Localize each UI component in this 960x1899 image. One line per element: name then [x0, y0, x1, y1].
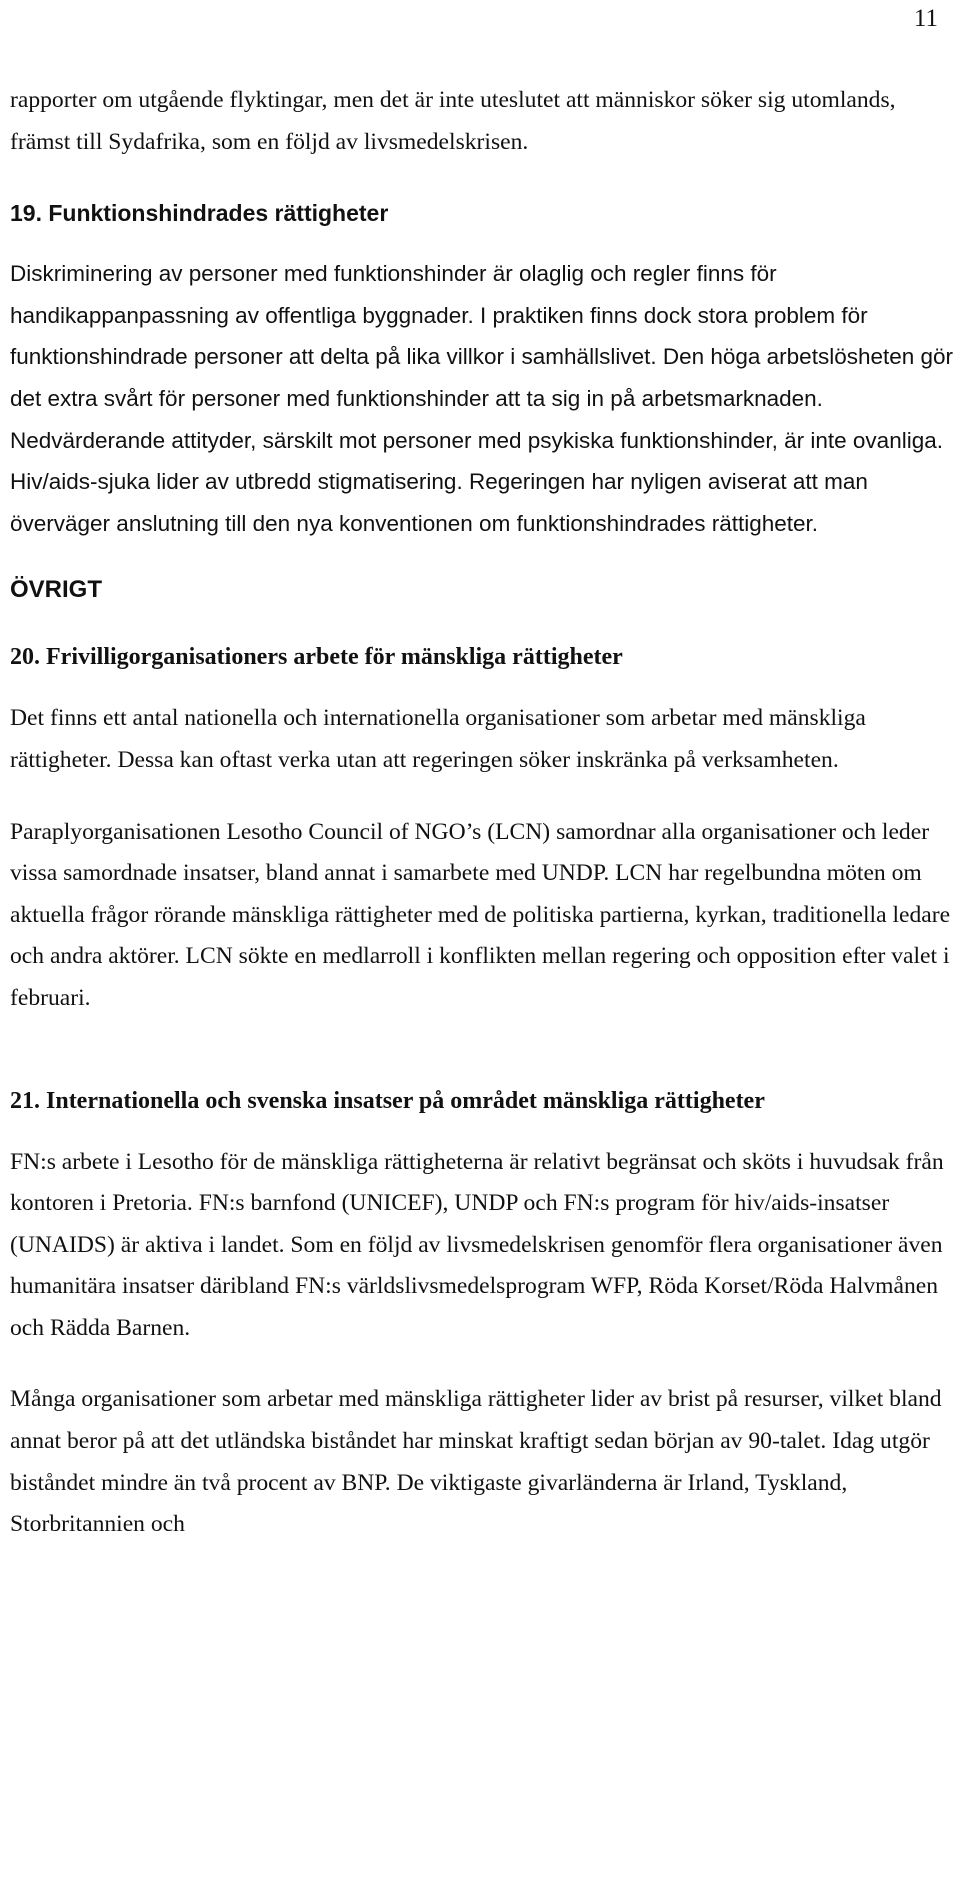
intro-paragraph: rapporter om utgående flyktingar, men det är inte uteslutet att människor söker sig utomlands, främst till Sydafrika, som en följd av livsmedelskrisen. — [10, 87, 896, 155]
section-19-heading: 19. Funktionshindrades rättigheter — [10, 200, 389, 227]
section-20-paragraph-1: Det finns ett antal nationella och internationella organisationer som arbetar med mänskliga rättigheter. Dessa kan oftast verka utan att regeringen söker inskränka på verksamheten. — [10, 705, 866, 773]
document-body — [10, 80, 955, 1546]
section-21-heading: 21. Internationella och svenska insatser på området mänskliga rättigheter — [10, 1087, 765, 1114]
ovrigt-label: ÖVRIGT — [10, 576, 103, 604]
section-20-heading: 20. Frivilligorganisationers arbete för mänskliga rättigheter — [10, 644, 623, 671]
section-21-paragraph-2: Många organisationer som arbetar med mänskliga rättigheter lider av brist på resurser, vilket bland annat beror på att det utländska biståndet har minskat kraftigt sedan början av 90-talet. Idag utgör biståndet mindre än två procent av BNP. De viktigaste givarländerna är Irland, Tyskland, Storbritannien och — [10, 1386, 942, 1538]
section-19-paragraph: Diskriminering av personer med funktionshinder är olaglig och regler finns för handikappanpassning av offentliga byggnader. I praktiken finns dock stora problem för funktionshindrade personer att delta på lika villkor i samhällslivet. Den höga arbetslösheten gör det extra svårt för personer med funktionshinder att ta sig in på arbetsmarknaden. Nedvärderande attityder, särskilt mot personer med psykiska funktionshinder, är inte ovanliga. Hiv/aids-sjuka lider av utbredd stigmatisering. Regeringen har nyligen aviserat att man överväger anslutning till den nya konventionen om funktionshindrades rättigheter. — [10, 261, 954, 536]
section-20-paragraph-2: Paraplyorganisationen Lesotho Council of NGO’s (LCN) samordnar alla organisationer och leder vissa samordnade insatser, bland annat i samarbete med UNDP. LCN har regelbundna möten om aktuella frågor rörande mänskliga rättigheter med de politiska partierna, kyrkan, traditionella ledare och andra aktörer. LCN sökte en medlarroll i konflikten mellan regering och opposition efter valet i februari. — [10, 818, 951, 1011]
section-21-paragraph-1: FN:s arbete i Lesotho för de mänskliga rättigheterna är relativt begränsat och sköts i huvudsak från kontoren i Pretoria. FN:s barnfond (UNICEF), UNDP och FN:s program för hiv/aids-insatser (UNAIDS) är aktiva i landet. Som en följd av livsmedelskrisen genomför flera organisationer även humanitära insatser däribland FN:s världslivsmedelsprogram WFP, Röda Korset/Röda Halvmånen och Rädda Barnen. — [10, 1148, 944, 1341]
page-number: 11 — [913, 5, 938, 32]
